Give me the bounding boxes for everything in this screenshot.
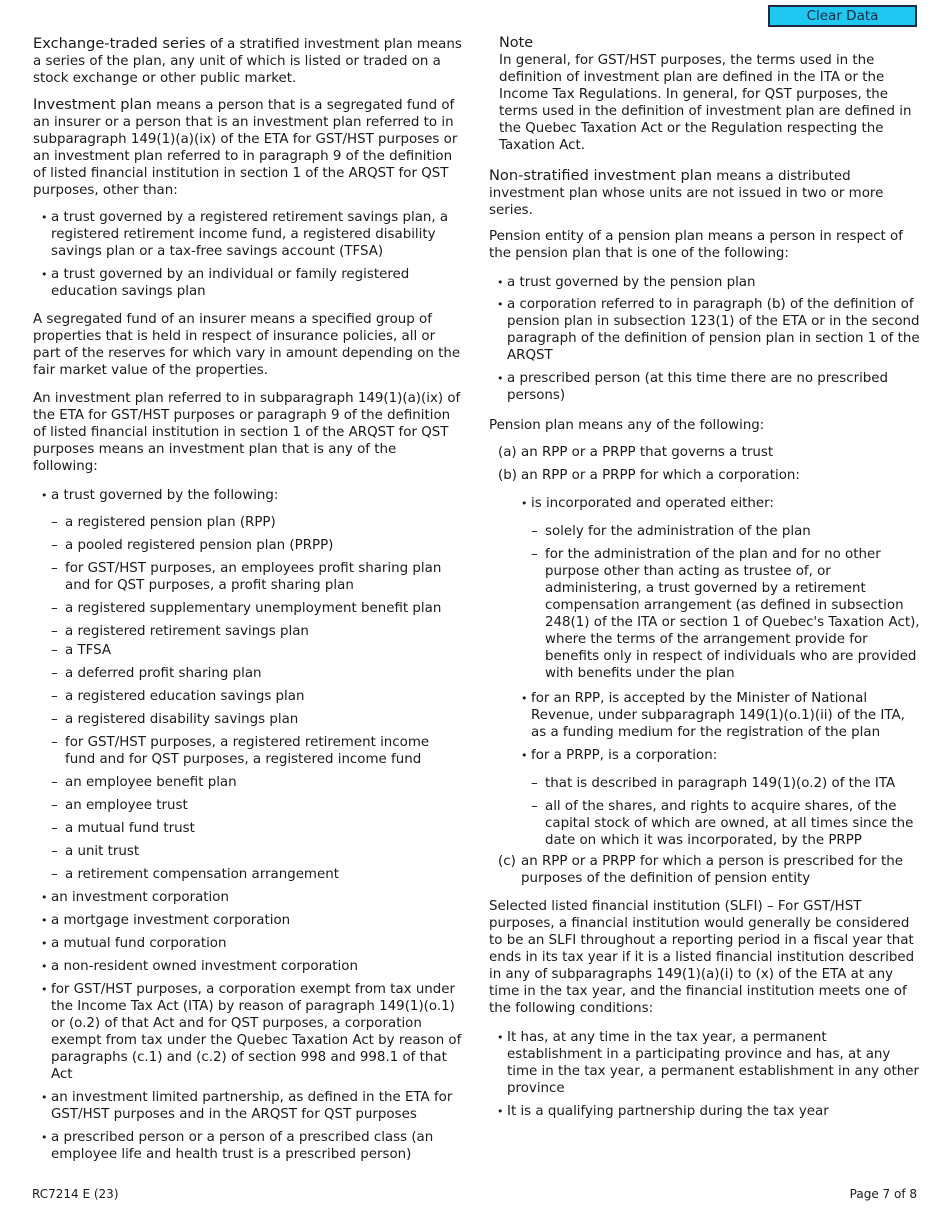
right-column bbox=[489, 35, 921, 1126]
exclusion-list bbox=[33, 209, 463, 300]
list-item: • a trust governed by the pension plan bbox=[489, 274, 921, 291]
list-item: • a mutual fund corporation bbox=[33, 935, 463, 952]
non-stratified-definition: Non-stratified investment plan means a distributed investment plan whose units are not issued in two or more series. bbox=[489, 167, 884, 218]
list-item: • a trust governed by the following: bbox=[33, 487, 463, 504]
pension-plan-item-c: (c) an RPP or a PRPP for which a person is prescribed for the purposes of the definition of pension entity bbox=[498, 854, 904, 886]
list-item: • a prescribed person (at this time there are no prescribed persons) bbox=[489, 370, 921, 404]
list-item: • a trust governed by an individual or family registered education savings plan bbox=[33, 266, 463, 300]
slfi-definition: Selected listed financial institution (SLFI) – For GST/HST purposes, a financial institution would generally be considered to be an SLFI throughout a reporting period in a fiscal year that ends in its tax year if it is a listed financial institution described in any of subparagraphs 149(1)(a)(i) to (x) of the ETA at any time in the tax year, and the financial institution meets one of the following conditions: bbox=[489, 899, 915, 1016]
list-item: • for GST/HST purposes, a corporation exempt from tax under the Income Tax Act (ITA) by reason of paragraph 149(1)(o.1) or (o.2) of that Act and for QST purposes, a corporation exempt from tax under the Quebec Taxation Act by reason of paragraphs (c.1) and (c.2) of section 998 and 998.1 of that Act bbox=[33, 981, 463, 1083]
investment-plan-list bbox=[33, 487, 463, 1163]
dash-item: – a mutual fund trust bbox=[33, 820, 463, 837]
list-item: • a prescribed person or a person of a prescribed class (an employee life and health trust is a prescribed person) bbox=[33, 1129, 463, 1163]
pension-plan-item-a: (a) an RPP or a PRPP that governs a trust bbox=[498, 445, 774, 460]
list-item: • an investment corporation bbox=[33, 889, 463, 906]
dash-item: – a retirement compensation arrangement bbox=[33, 866, 463, 883]
list-item: • an investment limited partnership, as defined in the ETA for GST/HST purposes and in the ARQST for QST purposes bbox=[33, 1089, 463, 1123]
page-number: Page 7 of 8 bbox=[849, 1187, 917, 1201]
list-item: • It is a qualifying partnership during the tax year bbox=[489, 1103, 921, 1120]
left-column bbox=[33, 35, 463, 1169]
dash-item: – a registered supplementary unemployment benefit plan bbox=[33, 600, 463, 617]
list-item: • a mortgage investment corporation bbox=[33, 912, 463, 929]
dash-item: – for GST/HST purposes, an employees profit sharing plan and for QST purposes, a profit sharing plan bbox=[33, 560, 463, 594]
investment-plan-paragraph: An investment plan referred to in subparagraph 149(1)(a)(ix) of the ETA for GST/HST purposes or paragraph 9 of the definition of listed financial institution in section 1 of the ARQST for QST purposes means an investment plan that is any of the following: bbox=[33, 391, 461, 474]
dash-item: – an employee benefit plan bbox=[33, 774, 463, 791]
slfi-conditions-list bbox=[489, 1029, 921, 1120]
list-item: • for an RPP, is accepted by the Minister of National Revenue, under subparagraph 149(1)(o.1)(ii) of the ITA, as a funding medium for the registration of the plan bbox=[489, 690, 921, 741]
dash-item: – a unit trust bbox=[33, 843, 463, 860]
dash-item: – a deferred profit sharing plan bbox=[33, 665, 463, 682]
note-box bbox=[489, 35, 921, 154]
pension-entity-list bbox=[489, 274, 921, 404]
pension-entity-intro: Pension entity of a pension plan means a person in respect of the pension plan that is one of the following: bbox=[489, 229, 903, 261]
exchange-traded-series-definition: Exchange-traded series of a stratified investment plan means a series of the plan, any unit of which is listed or traded on a stock exchange or other public market. bbox=[33, 35, 462, 86]
pension-plan-intro: Pension plan means any of the following: bbox=[489, 418, 765, 433]
clear-data-button[interactable]: Clear Data bbox=[768, 5, 917, 27]
dash-item: – all of the shares, and rights to acquire shares, of the capital stock of which are owned, at all times since the date on which it was incorporated, by the PRPP bbox=[489, 798, 921, 849]
list-item: • a corporation referred to in paragraph (b) of the definition of pension plan in subsection 123(1) of the ETA or in the second paragraph of the definition of pension plan in section 1 of the ARQST bbox=[489, 296, 921, 364]
item-b-list bbox=[489, 495, 921, 849]
investment-plan-definition: Investment plan means a person that is a segregated fund of an insurer or a person that is an investment plan referred to in subparagraph 149(1)(a)(ix) of the ETA for GST/HST purposes or an investment plan referred to in paragraph 9 of the definition of listed financial institution in section 1 of the ARQST for QST purposes, other than: bbox=[33, 96, 458, 198]
note-body: In general, for GST/HST purposes, the terms used in the definition of investment plan are defined in the ITA or the Income Tax Regulations. In general, for QST purposes, the terms used in the definition of investment plan are defined in the Quebec Taxation Act or the Regulation respecting the Taxation Act. bbox=[499, 53, 912, 153]
dash-item: – a registered education savings plan bbox=[33, 688, 463, 705]
list-item: • It has, at any time in the tax year, a permanent establishment in a participating province and has, at any time in the tax year, a permanent establishment in any other province bbox=[489, 1029, 921, 1097]
list-item: • is incorporated and operated either: bbox=[489, 495, 921, 512]
list-item: • for a PRPP, is a corporation: bbox=[489, 747, 921, 764]
list-item: • a non-resident owned investment corporation bbox=[33, 958, 463, 975]
dash-item: – that is described in paragraph 149(1)(o.2) of the ITA bbox=[489, 775, 921, 792]
dash-item: – solely for the administration of the plan bbox=[489, 523, 921, 540]
pension-plan-item-b: (b) an RPP or a PRPP for which a corporation: bbox=[498, 468, 800, 483]
dash-item: – a registered retirement savings plan bbox=[33, 623, 463, 640]
dash-item: – for the administration of the plan and for no other purpose other than acting as trustee of, or administering, a trust governed by a retirement compensation arrangement (as defined in subsection 248(1) of the ITA or section 1 of Quebec's Taxation Act), where the terms of the arrangement provide for benefits only in respect of individuals who are provided with benefits under the plan bbox=[489, 546, 921, 682]
dash-item: – a registered pension plan (RPP) bbox=[33, 514, 463, 531]
dash-item: – for GST/HST purposes, a registered retirement income fund and for QST purposes, a registered income fund bbox=[33, 734, 463, 768]
segregated-fund-paragraph: A segregated fund of an insurer means a specified group of properties that is held in respect of insurance policies, all or part of the reserves for which vary in amount depending on the fair market value of the properties. bbox=[33, 312, 461, 378]
dash-item: – a TFSA bbox=[33, 642, 463, 659]
note-title: Note bbox=[499, 35, 534, 51]
form-identifier: RC7214 E (23) bbox=[32, 1187, 119, 1201]
dash-item: – a pooled registered pension plan (PRPP) bbox=[33, 537, 463, 554]
dash-item: – a registered disability savings plan bbox=[33, 711, 463, 728]
list-item: • a trust governed by a registered retirement savings plan, a registered retirement income fund, a registered disability savings plan or a tax-free savings account (TFSA) bbox=[33, 209, 463, 260]
dash-item: – an employee trust bbox=[33, 797, 463, 814]
